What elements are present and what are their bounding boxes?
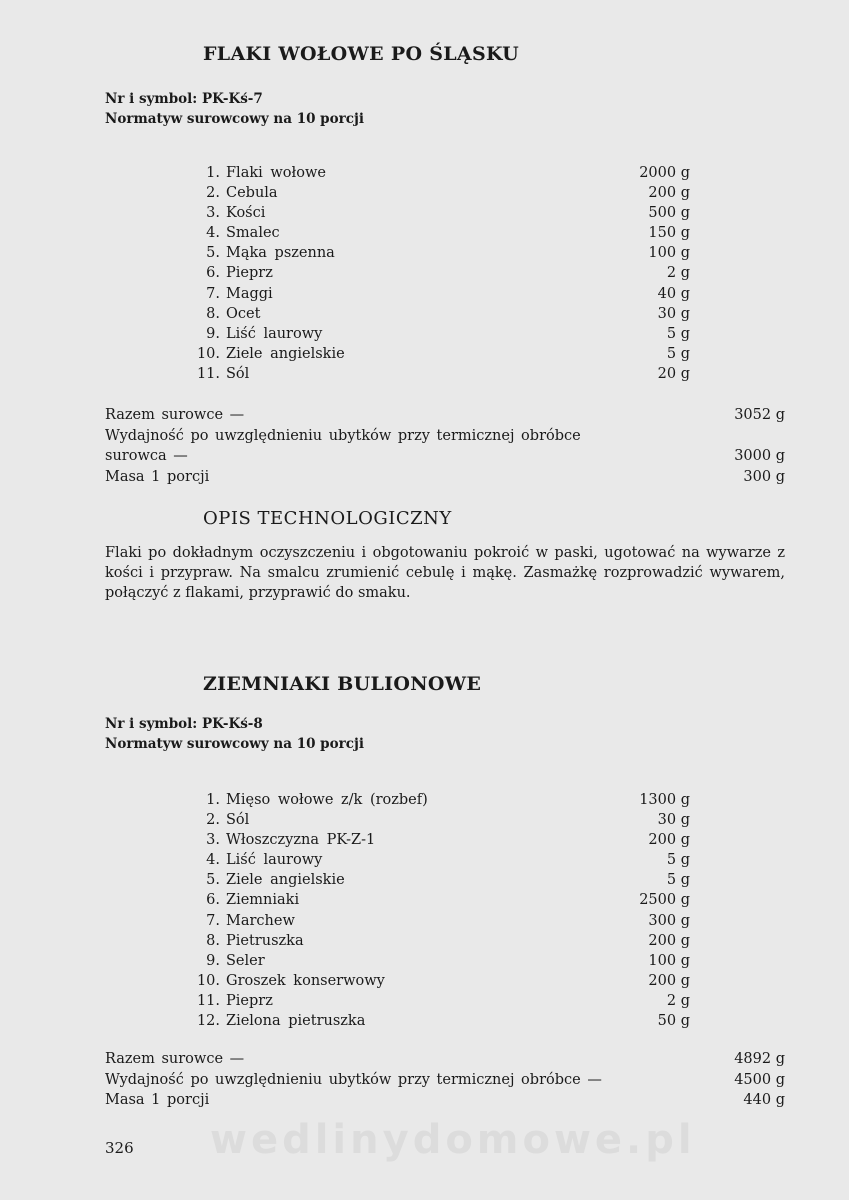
recipe-norm: Normatyw surowcowy na 10 porcji — [105, 111, 364, 127]
ingredient-name: Flaki wołowe — [226, 165, 326, 181]
ingredient-row — [190, 971, 690, 991]
total-label: Razem surowce — — [105, 407, 245, 423]
ingredient-row — [190, 364, 690, 384]
ingredient-row — [190, 830, 690, 850]
yield-label-cont: surowca — — [105, 448, 188, 464]
ingredient-quantity: 200 g — [648, 185, 690, 202]
ingredient-quantity: 50 g — [657, 1013, 690, 1030]
ingredient-number: 10. — [196, 345, 220, 362]
ingredient-row — [190, 890, 690, 910]
ingredient-number: 10. — [196, 972, 220, 989]
ingredient-quantity: 2500 g — [639, 892, 690, 909]
ingredient-row — [190, 931, 690, 951]
ingredient-number: 8. — [206, 305, 220, 322]
ingredient-quantity: 1300 g — [639, 792, 690, 808]
ingredient-row — [190, 911, 690, 931]
recipe-title: ZIEMNIAKI BULIONOWE — [203, 673, 482, 695]
yield-value: 4500 g — [734, 1071, 785, 1088]
ingredient-row — [190, 1011, 690, 1031]
portion-row — [105, 1090, 785, 1111]
ingredient-quantity: 2 g — [666, 992, 690, 1009]
ingredient-number: 5. — [206, 872, 220, 889]
yield-row-cont — [105, 446, 785, 467]
ingredient-quantity: 5 g — [666, 872, 690, 889]
ingredient-row — [190, 991, 690, 1011]
ingredient-name: Smalec — [226, 225, 280, 242]
ingredient-row — [190, 790, 690, 810]
ingredient-name: Maggi — [226, 285, 273, 302]
ingredient-row — [190, 263, 690, 283]
recipe-symbol: Nr i symbol: PK-Kś-8 — [105, 716, 263, 732]
ingredient-name: Cebula — [226, 185, 278, 202]
ingredient-name: Marchew — [226, 912, 295, 929]
ingredient-quantity: 5 g — [666, 852, 690, 869]
ingredient-quantity: 30 g — [657, 305, 690, 322]
ingredient-name: Kości — [226, 205, 266, 222]
ingredient-row — [190, 163, 690, 183]
ingredient-number: 11. — [196, 992, 220, 1009]
ingredient-name: Zielona pietruszka — [226, 1013, 366, 1030]
ingredient-quantity: 100 g — [648, 952, 690, 969]
ingredient-quantity: 200 g — [648, 972, 690, 989]
ingredient-name: Włoszczyzna PK-Z-1 — [226, 832, 376, 849]
total-row — [105, 405, 785, 426]
ingredient-number: 5. — [206, 245, 220, 262]
total-row — [105, 1049, 785, 1070]
ingredient-number: 7. — [206, 285, 220, 302]
recipe-summary — [105, 405, 785, 487]
ingredient-name: Mąka pszenna — [226, 245, 335, 262]
ingredient-number: 7. — [206, 912, 220, 929]
portion-value: 300 g — [743, 468, 785, 485]
ingredient-number: 9. — [206, 952, 220, 969]
ingredient-number: 9. — [206, 325, 220, 342]
ingredient-number: 11. — [196, 365, 220, 382]
description-text: Flaki po dokładnym oczyszczeniu i obgotowaniu pokroić w paski, ugotować na wywarze z kości i przypraw. Na smalcu zrumienić cebulę i mąkę. Zasmażkę rozprowadzić wywarem, połączyć z flakami, przyprawić do smaku. — [105, 545, 785, 601]
ingredient-number: 6. — [206, 265, 220, 282]
ingredient-number: 3. — [206, 205, 220, 222]
ingredient-name: Groszek konserwowy — [226, 972, 385, 989]
ingredient-quantity: 5 g — [666, 345, 690, 362]
ingredient-row — [190, 284, 690, 304]
recipe-title: FLAKI WOŁOWE PO ŚLĄSKU — [203, 43, 519, 65]
recipe-norm: Normatyw surowcowy na 10 porcji — [105, 736, 364, 752]
yield-value: 3000 g — [734, 448, 785, 464]
total-label: Razem surowce — — [105, 1051, 245, 1067]
ingredient-quantity: 30 g — [657, 812, 690, 829]
ingredient-row — [190, 223, 690, 243]
ingredient-quantity: 5 g — [666, 325, 690, 342]
ingredient-row — [190, 243, 690, 263]
ingredient-name: Liść laurowy — [226, 325, 323, 342]
ingredient-list — [190, 790, 690, 1031]
ingredient-name: Liść laurowy — [226, 852, 323, 869]
ingredient-row — [190, 304, 690, 324]
ingredient-number: 3. — [206, 832, 220, 849]
total-value: 4892 g — [734, 1051, 785, 1067]
recipe-summary — [105, 1049, 785, 1111]
ingredient-row — [190, 870, 690, 890]
ingredient-name: Mięso wołowe z/k (rozbef) — [226, 792, 428, 808]
total-value: 3052 g — [734, 407, 785, 423]
ingredient-list — [190, 163, 690, 384]
portion-value: 440 g — [743, 1092, 785, 1108]
ingredient-quantity: 500 g — [648, 205, 690, 222]
ingredient-quantity: 40 g — [657, 285, 690, 302]
ingredient-number: 4. — [206, 852, 220, 869]
yield-label: Wydajność po uwzględnieniu ubytków przy termicznej obróbce — — [105, 1071, 602, 1088]
ingredient-quantity: 2 g — [666, 265, 690, 282]
ingredient-quantity: 20 g — [657, 365, 690, 382]
ingredient-row — [190, 810, 690, 830]
ingredient-number: 2. — [206, 812, 220, 829]
ingredient-name: Pieprz — [226, 265, 273, 282]
watermark: wedlinydomowe.pl — [210, 1117, 696, 1163]
ingredient-number: 2. — [206, 185, 220, 202]
ingredient-row — [190, 850, 690, 870]
ingredient-quantity: 200 g — [648, 932, 690, 949]
ingredient-name: Ocet — [226, 305, 261, 322]
ingredient-row — [190, 203, 690, 223]
yield-label: Wydajność po uwzględnieniu ubytków przy termicznej obróbce — [105, 427, 581, 444]
ingredient-name: Sól — [226, 812, 250, 829]
ingredient-row — [190, 344, 690, 364]
ingredient-name: Sól — [226, 365, 250, 382]
ingredient-number: 6. — [206, 892, 220, 909]
ingredient-number: 12. — [196, 1013, 220, 1030]
ingredient-number: 8. — [206, 932, 220, 949]
ingredient-quantity: 2000 g — [639, 165, 690, 181]
page-number: 326 — [105, 1139, 134, 1157]
ingredient-name: Ziele angielskie — [226, 345, 345, 362]
ingredient-number: 4. — [206, 225, 220, 242]
ingredient-name: Pieprz — [226, 992, 273, 1009]
ingredient-name: Ziele angielskie — [226, 872, 345, 889]
ingredient-row — [190, 324, 690, 344]
portion-label: Masa 1 porcji — [105, 1092, 210, 1108]
portion-label: Masa 1 porcji — [105, 468, 210, 485]
ingredient-quantity: 200 g — [648, 832, 690, 849]
ingredient-number: 1. — [206, 792, 220, 808]
ingredient-quantity: 150 g — [648, 225, 690, 242]
yield-row — [105, 1070, 785, 1091]
ingredient-name: Seler — [226, 952, 265, 969]
ingredient-row — [190, 183, 690, 203]
ingredient-quantity: 300 g — [648, 912, 690, 929]
ingredient-number: 1. — [206, 165, 220, 181]
yield-row — [105, 426, 785, 447]
ingredient-row — [190, 951, 690, 971]
recipe-symbol: Nr i symbol: PK-Kś-7 — [105, 91, 263, 107]
portion-row — [105, 467, 785, 488]
ingredient-name: Pietruszka — [226, 932, 304, 949]
ingredient-name: Ziemniaki — [226, 892, 300, 909]
description-heading: OPIS TECHNOLOGICZNY — [203, 508, 452, 529]
ingredient-quantity: 100 g — [648, 245, 690, 262]
